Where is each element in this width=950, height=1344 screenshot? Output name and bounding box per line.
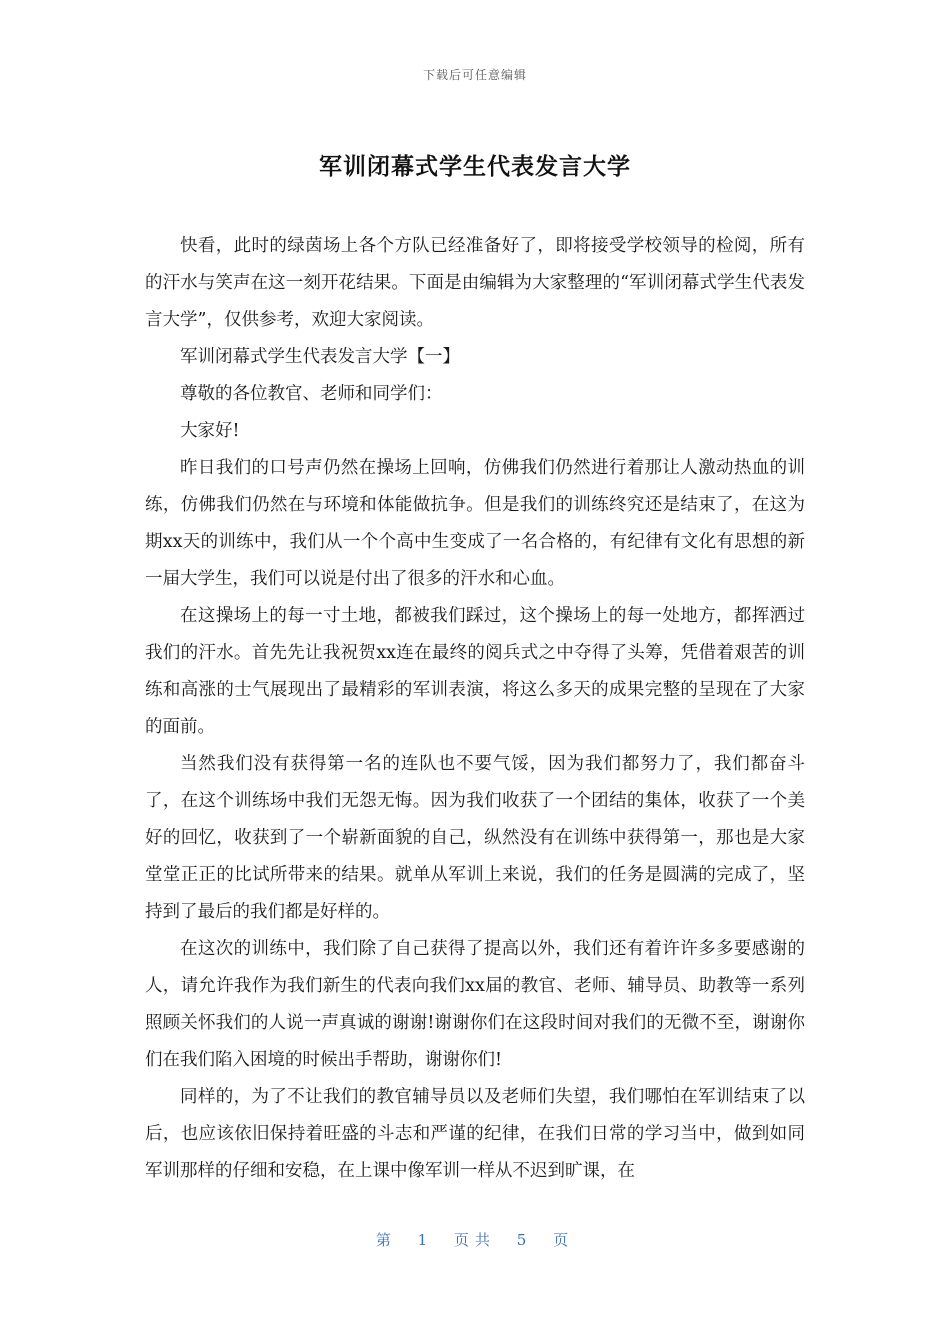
footer-prefix: 第 [375, 1231, 397, 1249]
paragraph: 在这操场上的每一寸土地，都被我们踩过，这个操场上的每一处地方，都挥洒过我们的汗水。首先先让我祝贺xx连在最终的阅兵式之中夺得了头筹，凭借着艰苦的训练和高涨的士气展现出了最精彩的军训表演，将这么多天的成果完整的呈现在了大家的面前。 [145, 606, 805, 737]
paragraph: 同样的，为了不让我们的教官辅导员以及老师们失望，我们哪怕在军训结束了以后，也应该依旧保持着旺盛的斗志和严谨的纪律，在我们日常的学习当中，做到如同军训那样的仔细和安稳，在上课中像军训一样从不迟到旷课，在 [145, 1087, 805, 1181]
paragraph-intro: 快看，此时的绿茵场上各个方队已经准备好了，即将接受学校领导的检阅，所有的汗水与笑声在这一刻开花结果。下面是由编辑为大家整理的“军训闭幕式学生代表发言大学”，仅供参考，欢迎大家阅读。 [145, 236, 805, 330]
paragraph: 当然我们没有获得第一名的连队也不要气馁，因为我们都努力了，我们都奋斗了，在这个训练场中我们无怨无悔。因为我们收获了一个团结的集体，收获了一个美好的回忆，收获到了一个崭新面貌的自己，纵然没有在训练中获得第一，那也是大家堂堂正正的比试所带来的结果。就单从军训上来说，我们的任务是圆满的完成了，坚持到了最后的我们都是好样的。 [145, 754, 805, 922]
document-body [145, 228, 805, 1198]
total-page-count: 5 [516, 1231, 533, 1249]
paragraph: 昨日我们的口号声仍然在操场上回响，仿佛我们仍然进行着那让人激动热血的训练，仿佛我们仍然在与环境和体能做抗争。但是我们的训练终究还是结束了，在这为期xx天的训练中，我们从一个个高中生变成了一名合格的，有纪律有文化有思想的新一届大学生，我们可以说是付出了很多的汗水和心血。 [145, 458, 805, 589]
salutation: 尊敬的各位教官、老师和同学们： [180, 384, 443, 404]
greeting: 大家好! [180, 421, 240, 441]
current-page-number: 1 [417, 1231, 434, 1249]
section-heading: 军训闭幕式学生代表发言大学【一】 [180, 347, 460, 367]
footer-middle: 页共 [453, 1231, 496, 1249]
document-title: 军训闭幕式学生代表发言大学 [319, 154, 631, 180]
paragraph: 在这次的训练中，我们除了自己获得了提高以外，我们还有着许许多多要感谢的人，请允许我作为我们新生的代表向我们xx届的教官、老师、辅导员、助教等一系列照顾关怀我们的人说一声真诚的谢谢!谢谢你们在这段时间对我们的无微不至，谢谢你们在我们陷入困境的时候出手帮助，谢谢你们! [145, 939, 805, 1070]
page-footer [0, 1229, 950, 1250]
footer-suffix: 页 [553, 1231, 575, 1249]
header-note: 下载后可任意编辑 [422, 68, 527, 82]
